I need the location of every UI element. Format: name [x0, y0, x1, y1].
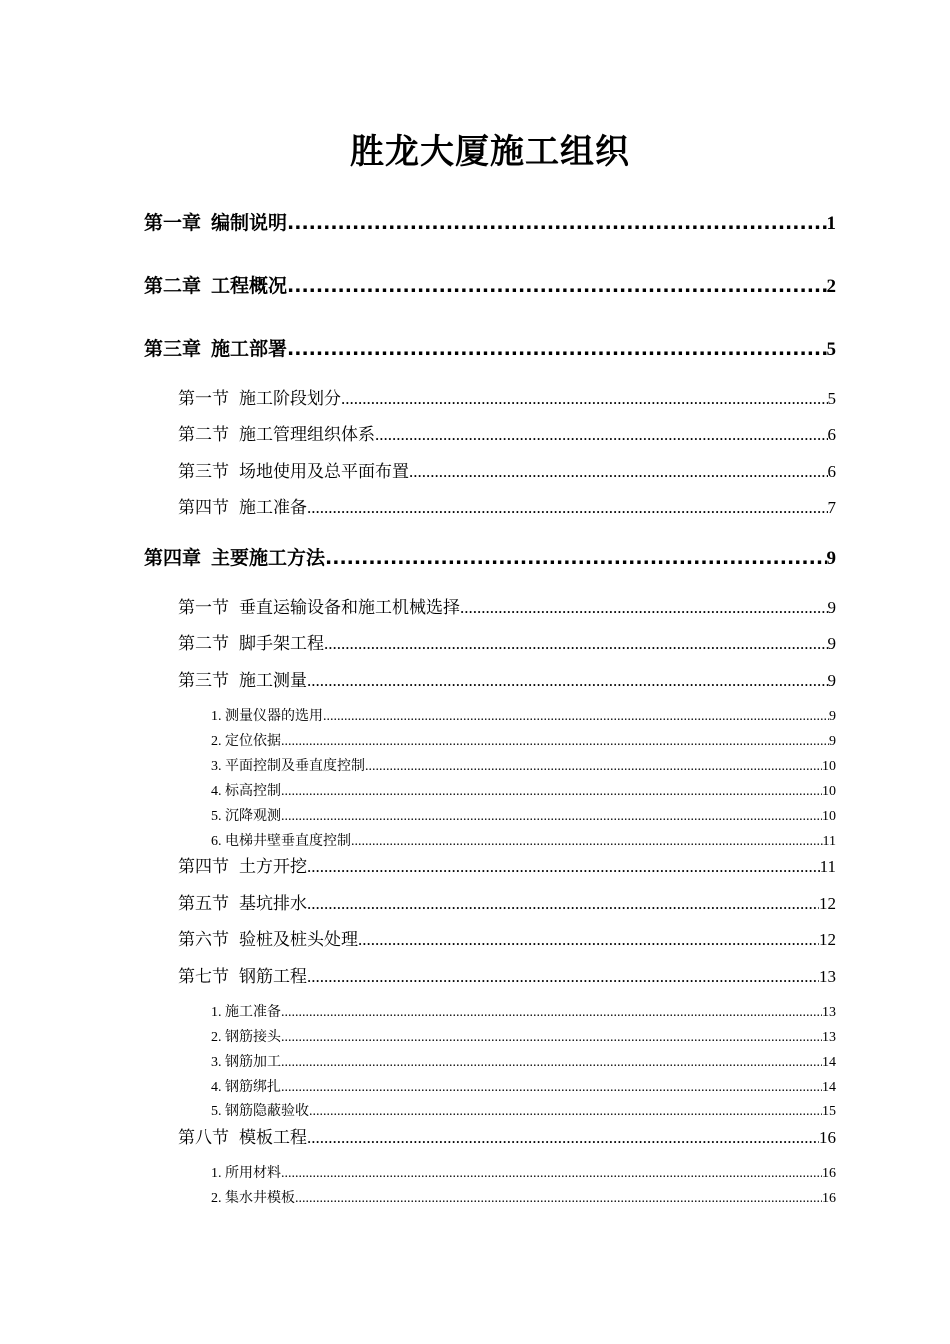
- toc-entry-text: 施工部署: [211, 338, 288, 360]
- toc-dot-leader: [281, 1029, 822, 1047]
- toc-page-number: 1: [826, 213, 836, 234]
- toc-entry-number: 第二节: [178, 634, 229, 653]
- toc-entry-text: 场地使用及总平面布置: [239, 462, 409, 481]
- toc-page-number: 9: [827, 598, 836, 617]
- toc-entry-number: 第四节: [178, 498, 229, 517]
- toc-dot-leader: [307, 856, 820, 878]
- toc-entry-text: 6. 电梯井壁垂直度控制: [211, 834, 351, 849]
- toc-entry-number: 第二章: [144, 275, 202, 297]
- toc-entry-number: 第三章: [144, 338, 202, 360]
- toc-dot-leader: [281, 783, 822, 801]
- toc-entry-text: 5. 沉降观测: [211, 809, 281, 824]
- toc-entry-ch3s4[interactable]: [178, 497, 836, 519]
- toc-dot-leader: [309, 1103, 822, 1121]
- toc-entry-text: 施工准备: [239, 498, 307, 517]
- toc-entry-text: 3. 钢筋加工: [211, 1055, 281, 1070]
- toc-dot-leader: [325, 545, 826, 571]
- toc-entry-ch4s6[interactable]: [178, 929, 836, 951]
- toc-page-number: 10: [822, 809, 836, 824]
- toc-entry-number: 第四节: [178, 857, 229, 876]
- toc-entry-ch4s1[interactable]: [178, 597, 836, 619]
- toc-entry-number: 第八节: [178, 1128, 229, 1147]
- toc-entry-ch3[interactable]: [144, 336, 836, 363]
- toc-dot-leader: [358, 929, 819, 951]
- toc-page-number: 9: [829, 734, 836, 749]
- toc-page-number: 5: [826, 339, 836, 360]
- toc-entry-text: 4. 标高控制: [211, 784, 281, 799]
- toc-entry-label: [144, 336, 287, 362]
- toc-entry-text: 基坑排水: [239, 894, 307, 913]
- toc-entry-number: 第一节: [178, 598, 229, 617]
- toc-entry-text: 2. 集水井模板: [211, 1191, 295, 1206]
- toc-page-number: 10: [822, 784, 836, 799]
- toc-dot-leader: [460, 597, 828, 619]
- toc-entry-ch4s7i2[interactable]: [211, 1029, 836, 1047]
- toc-entry-label: [211, 758, 365, 776]
- toc-entry-ch4[interactable]: [144, 545, 836, 572]
- toc-entry-number: 第一章: [144, 212, 202, 234]
- document-title: 胜龙大厦施工组织: [350, 132, 630, 172]
- toc-entry-label: [178, 388, 341, 410]
- toc-entry-ch4s8i1[interactable]: [211, 1165, 836, 1183]
- toc-entry-label: [178, 497, 307, 519]
- toc-entry-label: [211, 1029, 281, 1047]
- toc-entry-ch3s1[interactable]: [178, 388, 836, 410]
- toc-page-number: 11: [822, 834, 836, 849]
- toc-page-number: 14: [822, 1080, 836, 1095]
- toc-dot-leader: [287, 336, 826, 362]
- toc-entry-label: [144, 273, 287, 299]
- toc-dot-leader: [341, 388, 828, 410]
- toc-page-number: 16: [822, 1191, 836, 1206]
- toc-entry-text: 2. 定位依据: [211, 734, 281, 749]
- toc-dot-leader: [323, 708, 829, 726]
- toc-page-number: 13: [822, 1005, 836, 1020]
- toc-entry-label: [178, 461, 409, 483]
- toc-entry-ch4s7i5[interactable]: [211, 1103, 836, 1121]
- toc-entry-ch4s3[interactable]: [178, 670, 836, 692]
- toc-page-number: 9: [827, 634, 836, 653]
- toc-entry-label: [211, 1079, 281, 1097]
- toc-entry-text: 4. 钢筋绑扎: [211, 1080, 281, 1095]
- toc-entry-label: [211, 783, 281, 801]
- toc-entry-text: 施工测量: [239, 671, 307, 690]
- toc-entry-label: [211, 733, 281, 751]
- toc-dot-leader: [281, 808, 822, 826]
- toc-entry-label: [178, 966, 307, 988]
- toc-entry-label: [178, 670, 307, 692]
- toc-dot-leader: [287, 210, 826, 236]
- toc-entry-text: 主要施工方法: [211, 547, 326, 569]
- toc-page-number: 12: [819, 894, 836, 913]
- toc-entry-text: 1. 施工准备: [211, 1005, 281, 1020]
- toc-entry-number: 第四章: [144, 547, 202, 569]
- toc-entry-label: [178, 597, 460, 619]
- toc-entry-text: 施工管理组织体系: [239, 425, 375, 444]
- toc-entry-text: 脚手架工程: [239, 634, 324, 653]
- toc-dot-leader: [307, 670, 828, 692]
- toc-entry-label: [178, 929, 358, 951]
- toc-dot-leader: [307, 1127, 819, 1149]
- toc-entry-label: [178, 424, 375, 446]
- toc-entry-number: 第三节: [178, 462, 229, 481]
- toc-entry-text: 施工阶段划分: [239, 389, 341, 408]
- toc-entry-text: 土方开挖: [239, 857, 307, 876]
- toc-page-number: 16: [819, 1128, 836, 1147]
- toc-entry-label: [211, 1004, 281, 1022]
- toc-entry-ch4s5[interactable]: [178, 893, 836, 915]
- toc-dot-leader: [351, 833, 823, 851]
- toc-page-number: 10: [822, 759, 836, 774]
- toc-page-number: 9: [829, 709, 836, 724]
- toc-entry-ch3s3[interactable]: [178, 461, 836, 483]
- toc-entry-label: [211, 1054, 281, 1072]
- toc-dot-leader: [409, 461, 828, 483]
- toc-entry-text: 验桩及桩头处理: [239, 930, 358, 949]
- toc-page-number: 11: [819, 857, 836, 876]
- toc-dot-leader: [281, 1054, 822, 1072]
- toc-dot-leader: [281, 1079, 822, 1097]
- toc-entry-number: 第三节: [178, 671, 229, 690]
- toc-entry-ch3s2[interactable]: [178, 424, 836, 446]
- toc-entry-text: 垂直运输设备和施工机械选择: [239, 598, 460, 617]
- toc-entry-label: [178, 893, 307, 915]
- toc-page-number: 6: [827, 425, 836, 444]
- toc-page-number: 13: [822, 1030, 836, 1045]
- toc-page-number: 13: [819, 967, 836, 986]
- toc-entry-ch4s7i1[interactable]: [211, 1004, 836, 1022]
- toc-entry-label: [211, 833, 351, 851]
- toc-entry-ch4s3i4[interactable]: [211, 783, 836, 801]
- toc-dot-leader: [281, 733, 829, 751]
- toc-page-number: 15: [822, 1104, 836, 1119]
- toc-entry-text: 5. 钢筋隐蔽验收: [211, 1104, 309, 1119]
- toc-entry-number: 第七节: [178, 967, 229, 986]
- toc-entry-ch4s4[interactable]: [178, 856, 836, 878]
- toc-entry-text: 1. 测量仪器的选用: [211, 709, 323, 724]
- toc-entry-text: 模板工程: [239, 1128, 307, 1147]
- toc-dot-leader: [307, 497, 828, 519]
- toc-entry-ch4s7i4[interactable]: [211, 1079, 836, 1097]
- toc-entry-label: [211, 1103, 309, 1121]
- toc-entry-ch4s2[interactable]: [178, 633, 836, 655]
- toc-entry-label: [211, 708, 323, 726]
- toc-entry-number: 第六节: [178, 930, 229, 949]
- toc-page-number: 5: [827, 389, 836, 408]
- toc-page-number: 9: [827, 671, 836, 690]
- toc-dot-leader: [287, 273, 826, 299]
- toc-page-number: 9: [826, 548, 836, 569]
- toc-entry-ch4s3i1[interactable]: [211, 708, 836, 726]
- toc-dot-leader: [324, 633, 828, 655]
- toc-entry-label: [211, 1190, 295, 1208]
- toc-entry-ch4s3i5[interactable]: [211, 808, 836, 826]
- toc-dot-leader: [281, 1165, 822, 1183]
- toc-entry-label: [144, 545, 325, 571]
- toc-entry-label: [211, 808, 281, 826]
- toc-entry-ch1[interactable]: [144, 210, 836, 237]
- toc-entry-label: [178, 633, 324, 655]
- toc-page-number: 14: [822, 1055, 836, 1070]
- toc-entry-ch4s3i6[interactable]: [211, 833, 836, 851]
- toc-entry-ch4s8i2[interactable]: [211, 1190, 836, 1208]
- toc-entry-text: 编制说明: [211, 212, 288, 234]
- toc-entry-text: 工程概况: [211, 275, 288, 297]
- toc-dot-leader: [365, 758, 822, 776]
- toc-entry-label: [144, 210, 287, 236]
- toc-page-number: 7: [827, 498, 836, 517]
- toc-entry-ch4s7i3[interactable]: [211, 1054, 836, 1072]
- toc-page-number: 12: [819, 930, 836, 949]
- toc-entry-label: [211, 1165, 281, 1183]
- toc-entry-number: 第二节: [178, 425, 229, 444]
- toc-entry-number: 第五节: [178, 894, 229, 913]
- toc-entry-text: 钢筋工程: [239, 967, 307, 986]
- toc-entry-ch4s3i2[interactable]: [211, 733, 836, 751]
- toc-entry-text: 3. 平面控制及垂直度控制: [211, 759, 365, 774]
- toc-entry-label: [178, 856, 307, 878]
- toc-page-number: 16: [822, 1166, 836, 1181]
- toc-page-number: 2: [826, 276, 836, 297]
- toc-entry-number: 第一节: [178, 389, 229, 408]
- toc-page-number: 6: [827, 462, 836, 481]
- toc-entry-text: 2. 钢筋接头: [211, 1030, 281, 1045]
- toc-entry-ch4s8[interactable]: [178, 1127, 836, 1149]
- toc-entry-ch4s3i3[interactable]: [211, 758, 836, 776]
- toc-entry-ch4s7[interactable]: [178, 966, 836, 988]
- toc-entry-text: 1. 所用材料: [211, 1166, 281, 1181]
- toc-dot-leader: [281, 1004, 822, 1022]
- toc-dot-leader: [295, 1190, 822, 1208]
- toc-dot-leader: [307, 893, 819, 915]
- toc-entry-label: [178, 1127, 307, 1149]
- toc-dot-leader: [375, 424, 828, 446]
- toc-entry-ch2[interactable]: [144, 273, 836, 300]
- toc-dot-leader: [307, 966, 819, 988]
